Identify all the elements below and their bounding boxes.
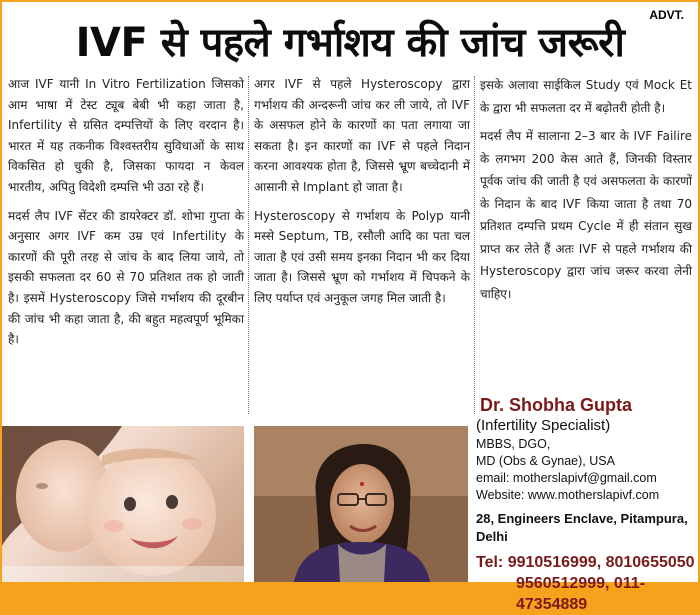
qualification-line-1: MBBS, DGO,: [476, 437, 551, 451]
address-text: 28, Engineers Enclave, Pitampura, Delhi: [476, 511, 688, 544]
mother-baby-illustration: [2, 426, 244, 582]
website-text: Website: www.motherslapivf.com: [476, 488, 660, 502]
column-divider: [474, 76, 475, 414]
article-column-1: [8, 74, 244, 358]
advertisement: [2, 2, 698, 613]
qualification-line-2: MD (Obs & Gynae), USA: [476, 454, 615, 468]
doctor-name: Dr. Shobha Gupta: [480, 395, 633, 415]
contact-block: [472, 394, 696, 615]
column2-paragraph-2: Hysteroscopy से गर्भाशय के Polyp यानी मस्से Septum, TB, रसौली आदि का पता चल जाता है एवं उसी समय इनका निदान भी कर दिया जाता है। जिससे भ्रूण को गर्भाशय में चिपकने के लिए पर्याप्त एवं अनुकूल जगह मिल जाती है।: [254, 208, 470, 305]
doctor-portrait: [254, 426, 468, 582]
column3-paragraph-2: मदर्स लैप में सालाना 2–3 बार के IVF Failire के लगभग 200 केस आते हैं, जिनकी विस्तार पूर्वक जांच की जाती है एवं असफलता के कारणों के निदान के बाद IVF किया जाता है तथा 70 प्रतिशत दम्पत्ति प्रथम Cycle में ही संतान सुख प्राप्त कर लेते हैं अतः IVF से पहले गर्भाशय की Hysteroscopy द्वारा जांच जरूर करवा लेनी चाहिए।: [480, 129, 692, 301]
headline: IVF से पहले गर्भाशय की जांच जरूरी: [75, 20, 625, 66]
telephone-numbers: [476, 552, 696, 615]
doctor-portrait-illustration: [254, 426, 468, 582]
column3-paragraph-1: इसके अलावा साईकिल Study एवं Mock Et के द्वारा भी सफलता दर में बढ़ोतरी होती है।: [480, 78, 692, 115]
telephone-line-2: 9560512999, 011-47354889: [516, 575, 646, 613]
column1-paragraph-1: आज IVF यानी In Vitro Fertilization जिसको आम भाषा में टेस्ट ट्यूब बेबी भी कहा जाता है, Infertility से ग्रसित दम्पत्तियों के लिए वरदान है। भारत में यह तकनीक विश्वस्तरीय सुविधाओं के साथ विकसित हो चुकी है, जिसका फायदा न केवल भारतीय, अपितु विदेशी दम्पत्ति भी उठा रहे हैं।: [8, 77, 244, 194]
column1-paragraph-2: मदर्स लैप IVF सेंटर की डायरेक्टर डॉ. शोभा गुप्ता के अनुसार अगर IVF कम उम्र एवं Infertility के कारणों की पूरी तरह से जांच के बाद लिया जाये, तो इसकी सफलता दर 60 से 70 प्रतिशत तक हो जाती है। इसमें Hysteroscopy जिसे गर्भाशय की दूरबीन की जांच भी कहा जाता है, की बहुत महत्वपूर्ण भूमिका है।: [8, 208, 244, 347]
doctor-specialty: (Infertility Specialist): [476, 417, 611, 434]
article-column-2: [254, 74, 470, 317]
column2-paragraph-1: अगर IVF से पहले Hysteroscopy द्वारा गर्भाशय की अन्दरूनी जांच कर ली जाये, तो IVF के असफल होने के कारणों का पता लगाया जा सकता है। इन कारणों का IVF से पहले निदान करना आवश्यक होता है, जिससे भ्रूण बच्चेदानी में आसानी से Implant हो जाता है।: [254, 77, 470, 194]
article-column-3: [480, 74, 692, 311]
mother-baby-photo: [2, 426, 244, 582]
column-divider: [248, 76, 249, 414]
telephone-line-1: Tel: 9910516999, 8010655050: [476, 554, 695, 571]
email-text: email: motherslapivf@gmail.com: [476, 471, 657, 485]
advt-label: ADVT.: [649, 8, 684, 22]
